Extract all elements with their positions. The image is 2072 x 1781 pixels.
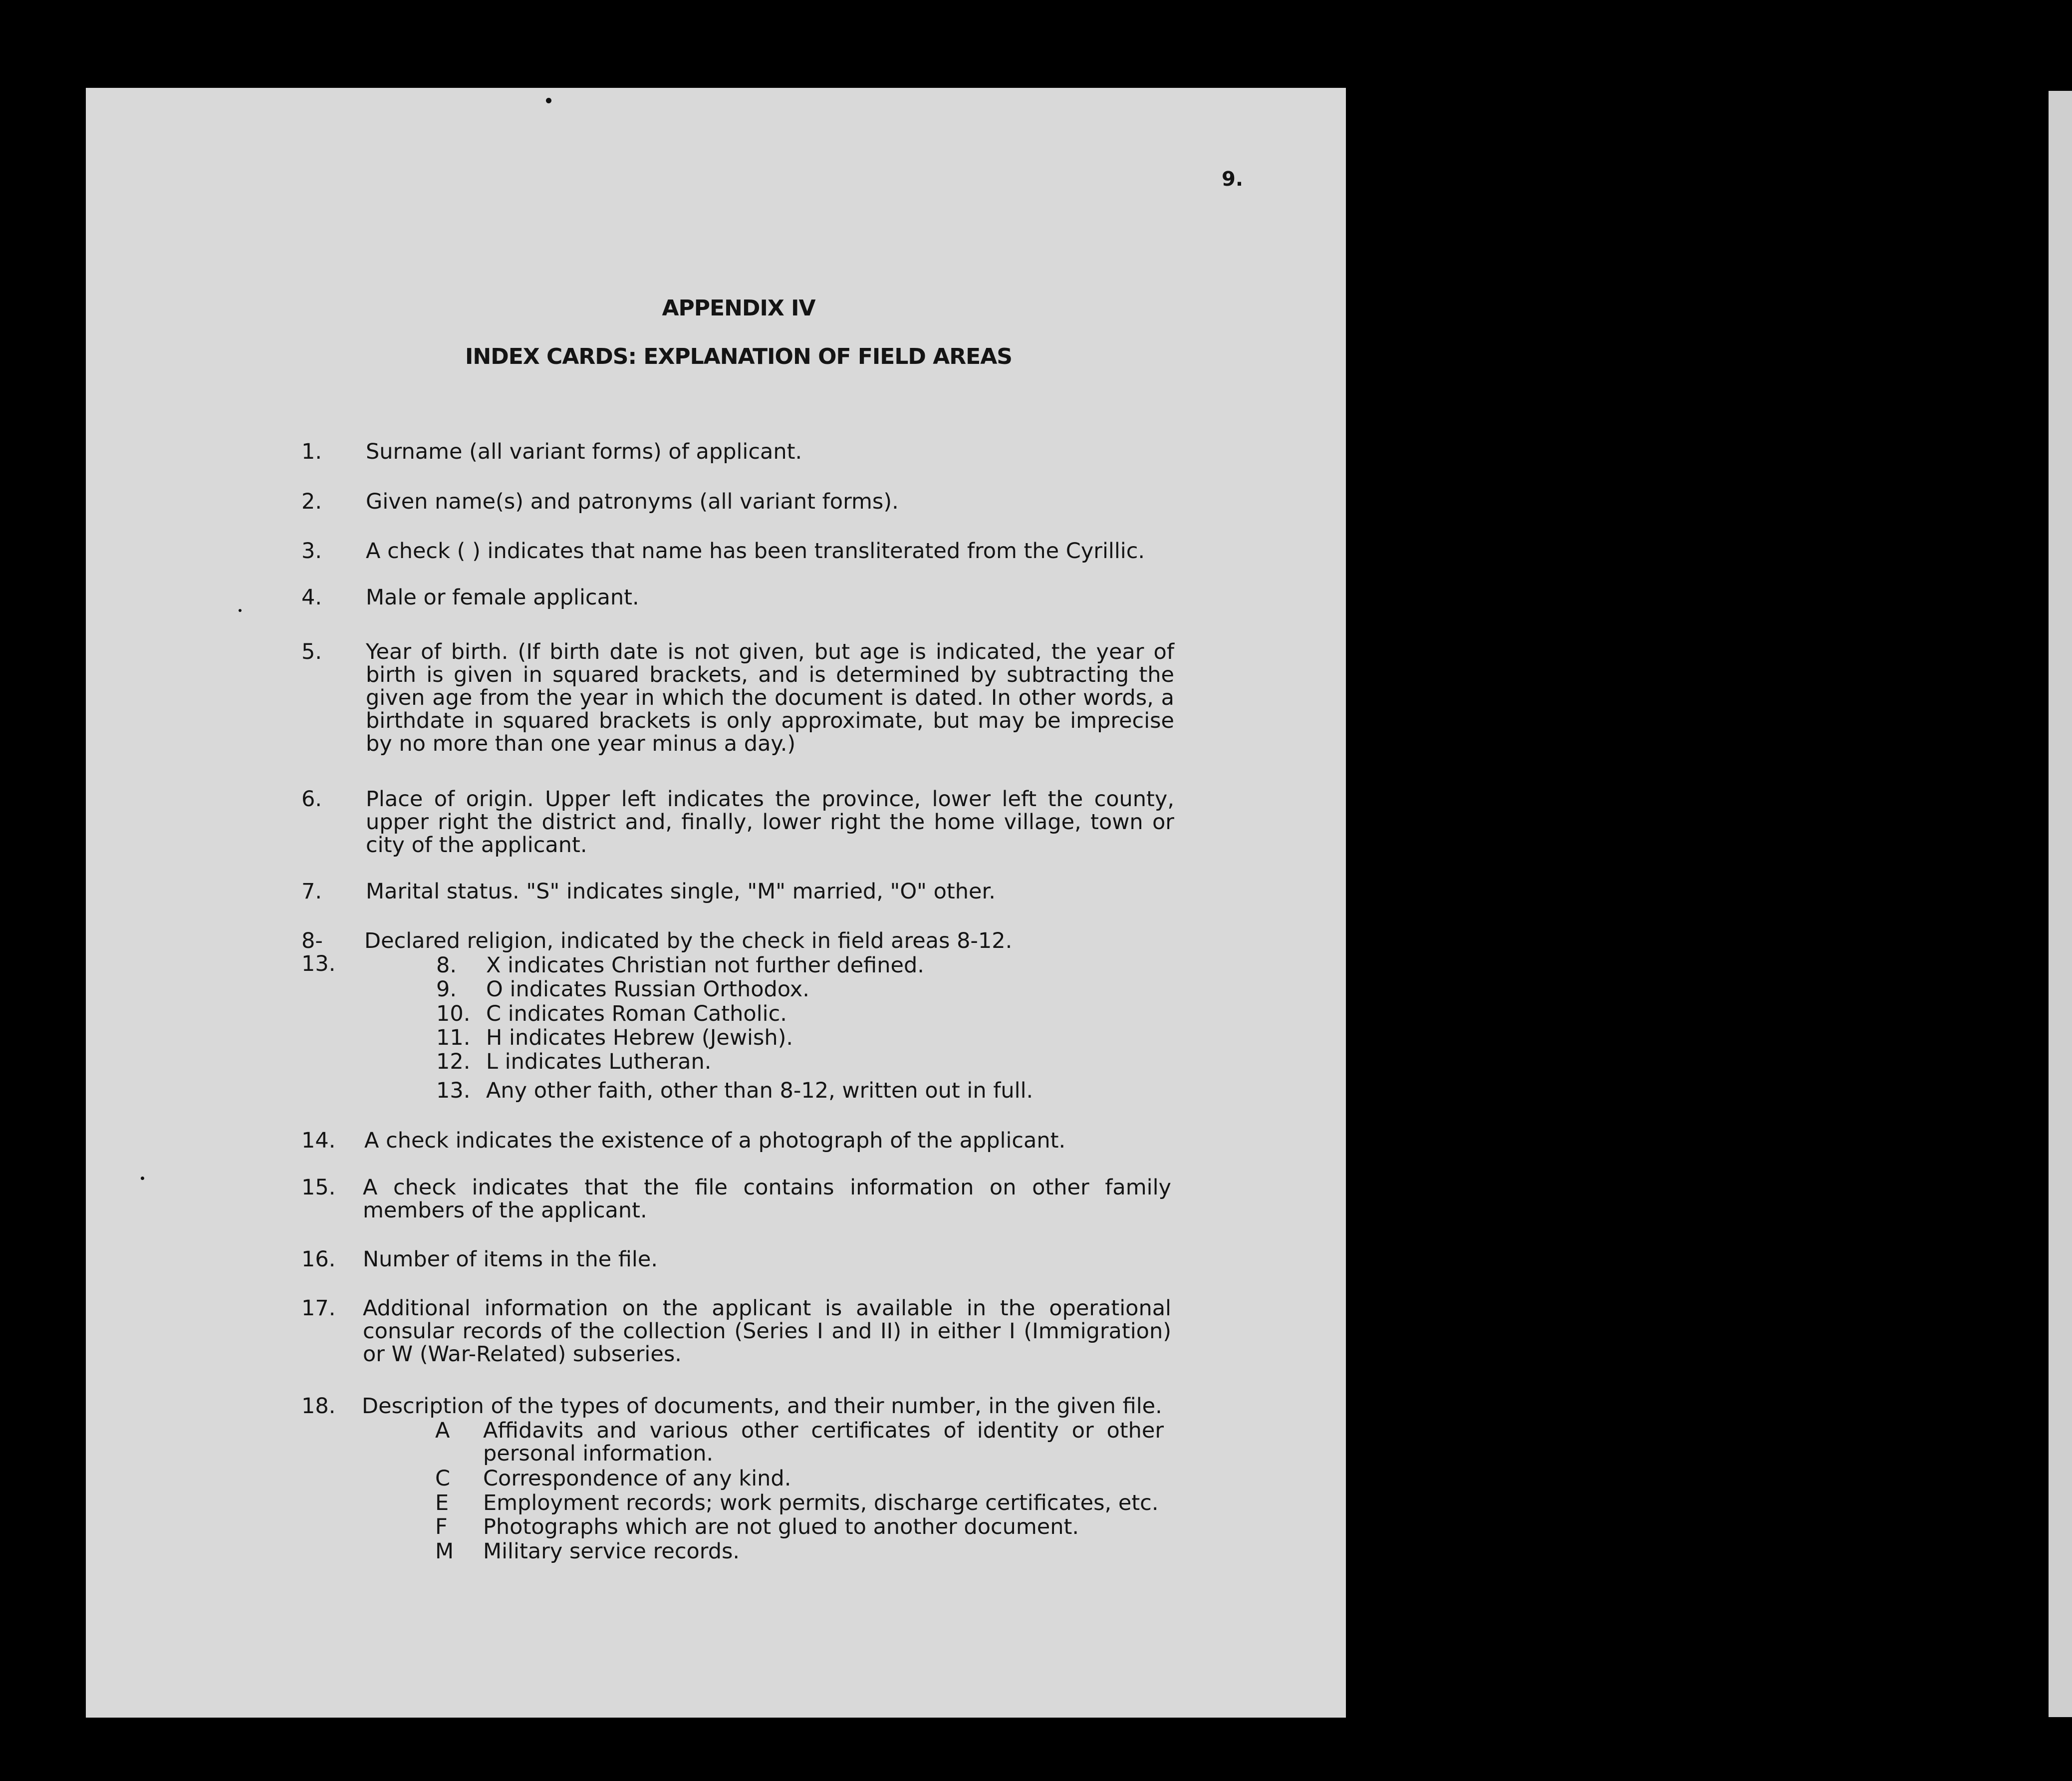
item-text: Description of the types of documents, and their number, in the given file.: [362, 1394, 1162, 1419]
item-text: Marital status. "S" indicates single, "M" married, "O" other.: [366, 879, 996, 904]
item-number: 2.: [301, 489, 322, 514]
subitem-code: F: [435, 1514, 448, 1539]
subitem-text: X indicates Christian not further defined.: [486, 953, 924, 978]
subitem-code: M: [435, 1539, 454, 1564]
film-speck: [239, 609, 242, 612]
item-number: 7.: [301, 879, 322, 904]
subitem-code: C: [435, 1466, 451, 1491]
item-number: 16.: [301, 1247, 336, 1272]
subitem-text: H indicates Hebrew (Jewish).: [486, 1025, 793, 1050]
subitem-text: L indicates Lutheran.: [486, 1049, 712, 1074]
item-text: A check ( ) indicates that name has been transliterated from the Cyrillic.: [366, 539, 1145, 564]
item-number: 4.: [301, 585, 322, 610]
item-text: Male or female applicant.: [366, 585, 639, 610]
film-speck: [546, 98, 551, 103]
item-text: Given name(s) and patronyms (all variant forms).: [366, 489, 899, 514]
item-number: 6.: [301, 787, 322, 812]
subitem-text: Any other faith, other than 8-12, written out in full.: [486, 1078, 1034, 1103]
subitem-code: 13.: [436, 1078, 471, 1103]
subitem-code: 9.: [436, 977, 457, 1002]
item-number: 14.: [301, 1128, 336, 1153]
section-title: INDEX CARDS: EXPLANATION OF FIELD AREAS: [465, 344, 1012, 369]
item-number: 5.: [301, 639, 322, 664]
adjacent-page-edge: [2049, 91, 2072, 1717]
item-number: 18.: [301, 1394, 336, 1419]
item-text: Declared religion, indicated by the check in field areas 8-12.: [364, 928, 1013, 953]
item-text: Number of items in the file.: [363, 1247, 658, 1272]
subitem-text: Correspondence of any kind.: [483, 1466, 791, 1491]
subitem-code: A: [435, 1418, 450, 1443]
item-number: 3.: [301, 539, 322, 564]
item-text: Surname (all variant forms) of applicant.: [366, 439, 802, 464]
item-number: 15.: [301, 1175, 336, 1200]
subitem-text: Affidavits and various other certificates of identity or other personal information.: [483, 1418, 1164, 1466]
item-text: Additional information on the applicant is available in the operational consular records of the collection (Series I and II) in either I (Immigration) or W (War-Related) subseries.: [363, 1296, 1171, 1367]
film-speck: [141, 1177, 144, 1180]
subitem-text: O indicates Russian Orthodox.: [486, 977, 809, 1002]
item-text: A check indicates the existence of a photograph of the applicant.: [364, 1128, 1066, 1153]
item-text: Place of origin. Upper left indicates the province, lower left the county, upper right the district and, finally, lower right the home village, town or city of the applicant.: [366, 787, 1174, 858]
item-text: Year of birth. (If birth date is not given, but age is indicated, the year of birth is given in squared brackets, and is determined by subtracting the given age from the year in which the document is dated. In other words, a birthdate in squared brackets is only approximate, but may be imprecise by no more than one year minus a day.): [366, 639, 1174, 756]
appendix-title: APPENDIX IV: [662, 296, 815, 321]
subitem-text: C indicates Roman Catholic.: [486, 1001, 787, 1026]
subitem-text: Photographs which are not glued to another document.: [483, 1514, 1079, 1539]
subitem-code: 10.: [436, 1001, 471, 1026]
page-number: 9.: [1222, 168, 1244, 191]
subitem-text: Military service records.: [483, 1539, 740, 1564]
item-text: A check indicates that the file contains information on other family members of the applicant.: [363, 1175, 1171, 1223]
subitem-code: 8.: [436, 953, 457, 978]
subitem-code: E: [435, 1490, 449, 1515]
subitem-text: Employment records; work permits, discharge certificates, etc.: [483, 1490, 1159, 1515]
item-number: 1.: [301, 439, 322, 464]
subitem-code: 11.: [436, 1025, 471, 1050]
subitem-code: 12.: [436, 1049, 471, 1074]
item-number: 17.: [301, 1296, 336, 1321]
item-number: 8-13.: [301, 928, 336, 976]
